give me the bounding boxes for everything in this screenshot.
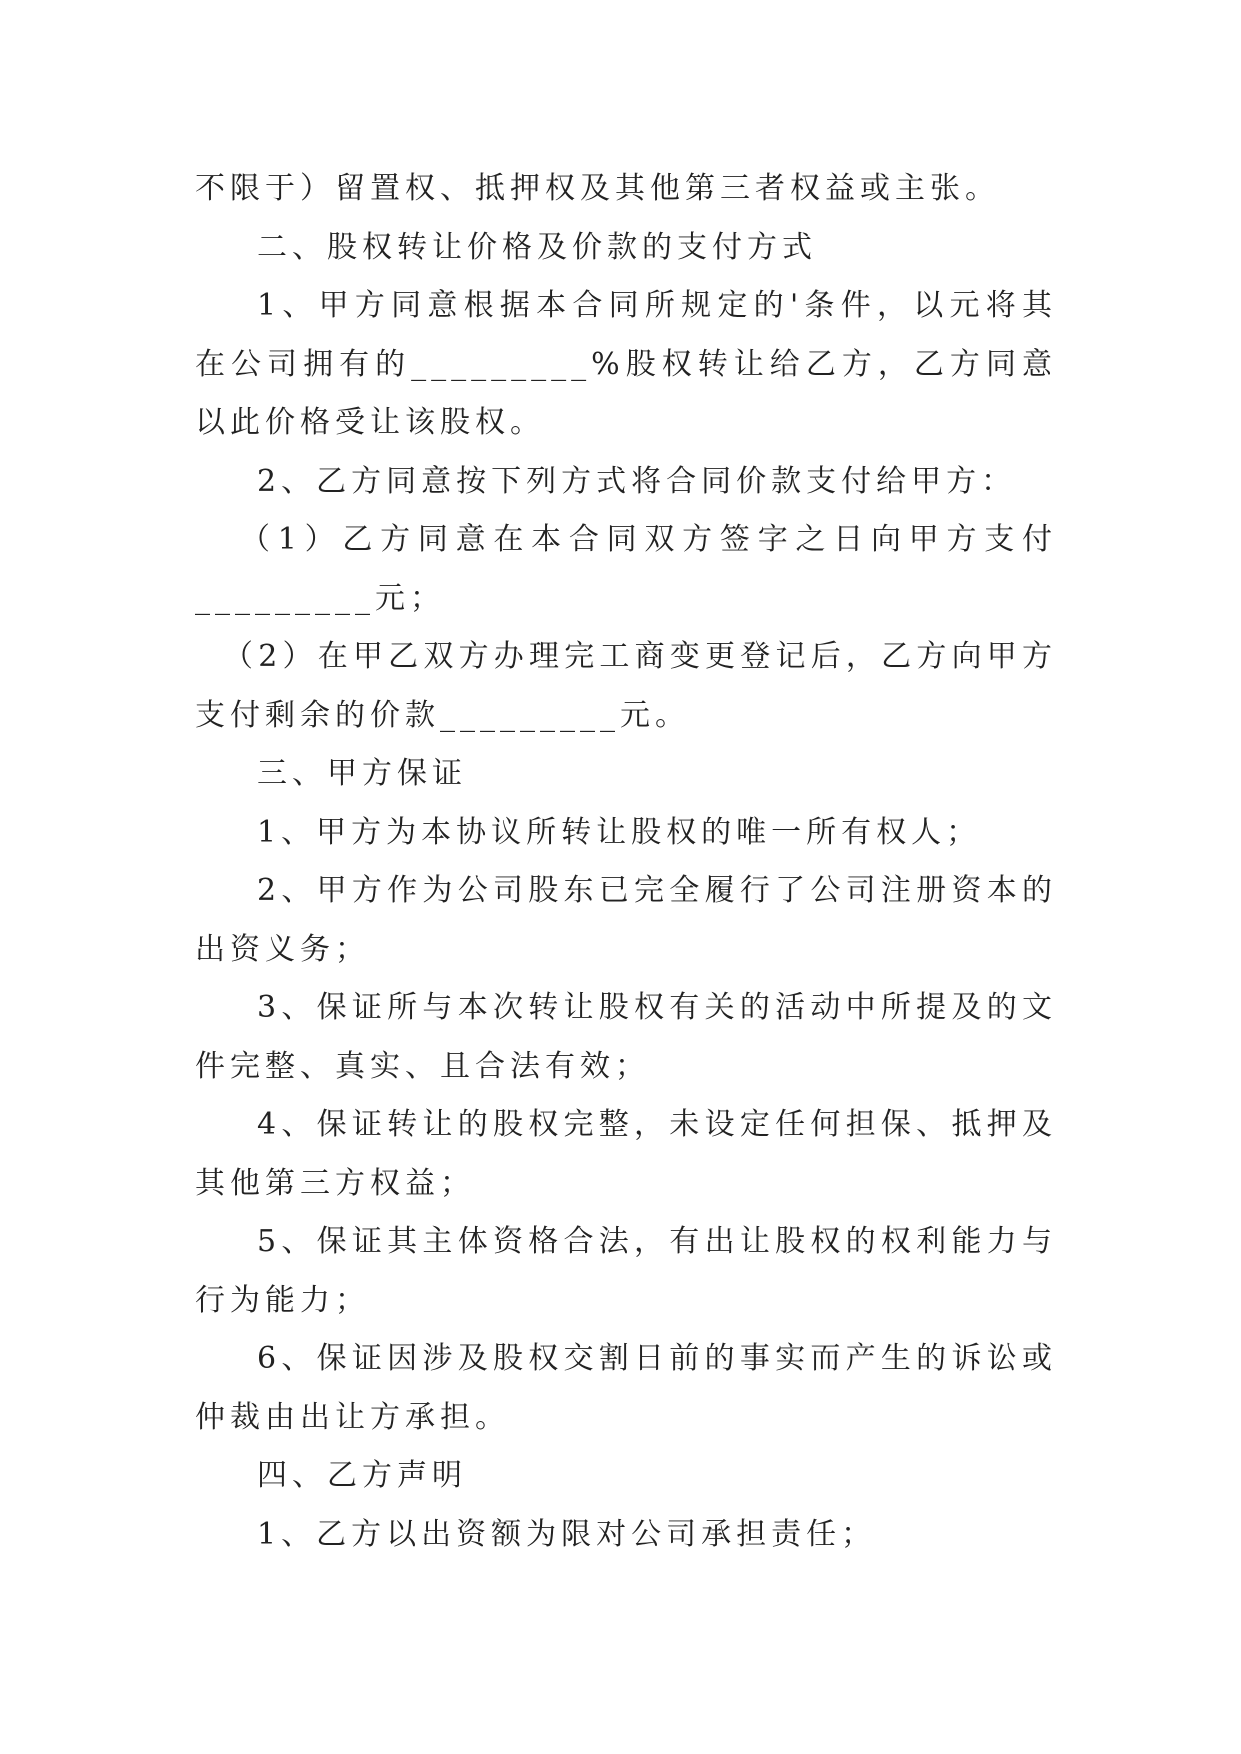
clause-3-6: 6、保证因涉及股权交割日前的事实而产生的诉讼或仲裁由出让方承担。 [195,1341,1057,1435]
paragraph-continuation: 不限于）留置权、抵押权及其他第三者权益或主张。 [195,171,1000,206]
document-body [195,160,1057,1564]
clause-2-2-2: （2）在甲乙双方办理完工商变更登记后，乙方向甲方支付剩余的价款_________元。 [195,639,1057,733]
clause-3-4: 4、保证转让的股权完整，未设定任何担保、抵押及其他第三方权益； [195,1107,1057,1201]
clause-3-1: 1、甲方为本协议所转让股权的唯一所有权人； [257,814,982,850]
clause-3-5: 5、保证其主体资格合法，有出让股权的权利能力与行为能力； [195,1224,1057,1318]
section-heading-4: 四、乙方声明 [257,1458,467,1493]
clause-2-2-1: （1）乙方同意在本合同双方签字之日向甲方支付_________元； [195,522,1057,616]
section-heading-3: 三、甲方保证 [257,756,467,791]
clause-2-1: 1、甲方同意根据本合同所规定的'条件，以元将其在公司拥有的_________%股权转让给乙方，乙方同意以此价格受让该股权。 [195,288,1057,440]
clause-3-2: 2、甲方作为公司股东已完全履行了公司注册资本的出资义务； [195,873,1057,967]
section-heading-2: 二、股权转让价格及价款的支付方式 [257,229,817,265]
clause-3-3: 3、保证所与本次转让股权有关的活动中所提及的文件完整、真实、且合法有效； [195,990,1057,1084]
clause-4-1: 1、乙方以出资额为限对公司承担责任； [257,1516,877,1552]
clause-2-2: 2、乙方同意按下列方式将合同价款支付给甲方： [257,463,1017,499]
